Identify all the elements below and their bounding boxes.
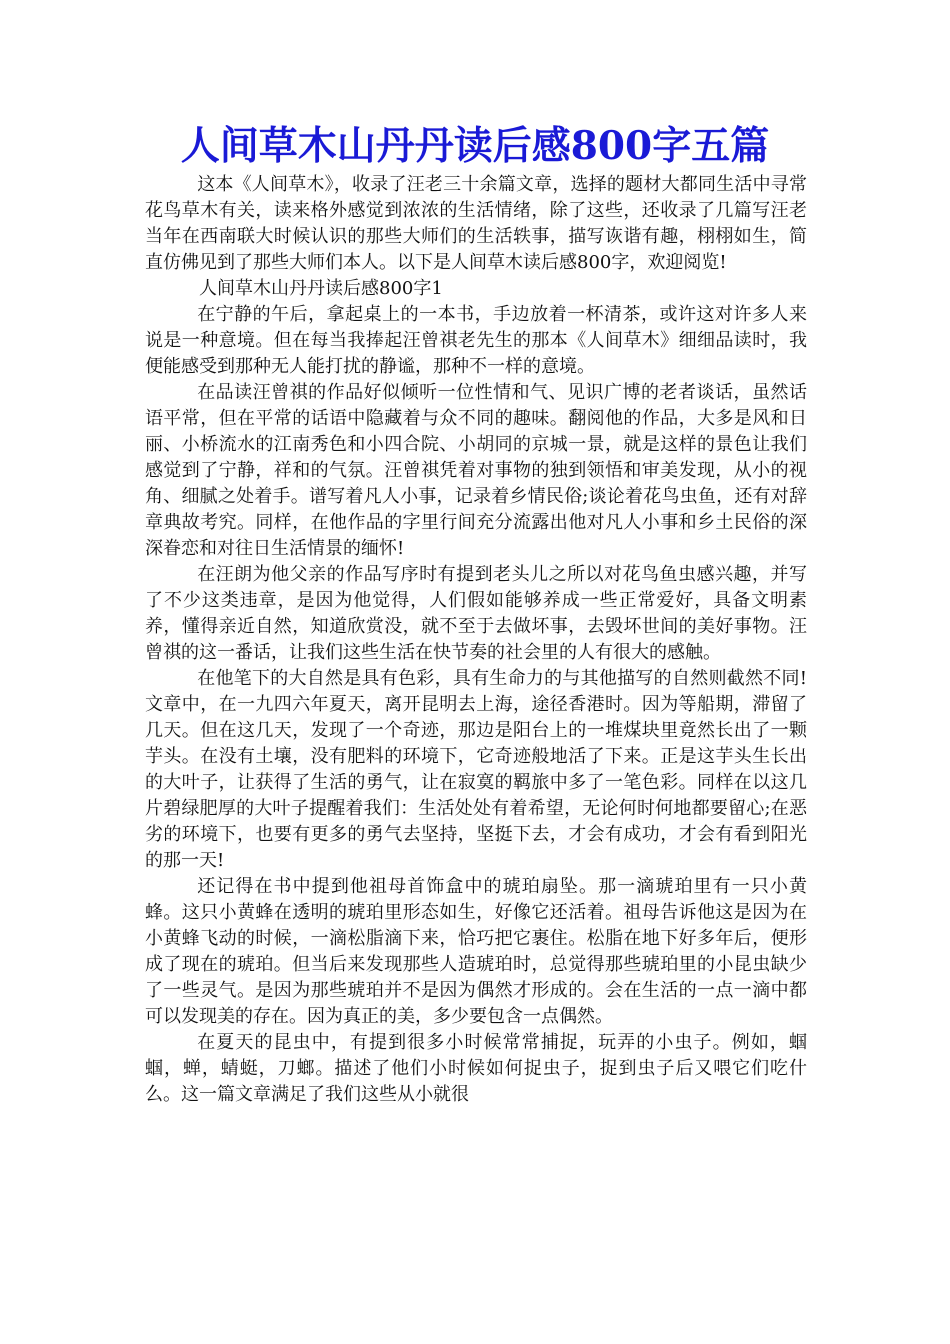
body-paragraph: 在品读汪曾祺的作品好似倾听一位性情和气、见识广博的老者谈话，虽然话语平常，但在平常的话语中隐藏着与众不同的趣味。翻阅他的作品，大多是风和日丽、小桥流水的江南秀色和小四合院、小胡同的京城一景，就是这样的景色让我们感觉到了宁静，祥和的气氛。汪曾祺凭着对事物的独到领悟和审美发现，从小的视角、细腻之处着手。谱写着凡人小事，记录着乡情民俗;谈论着花鸟虫鱼，还有对辞章典故考究。同样，在他作品的字里行间充分流露出他对凡人小事和乡土民俗的深深眷恋和对往日生活情景的缅怀! (145, 382, 807, 559)
document-body (145, 172, 807, 1108)
section-heading: 人间草木山丹丹读后感800字1 (199, 278, 443, 299)
body-paragraph: 在宁静的午后，拿起桌上的一本书，手边放着一杯清茶，或许这对许多人来说是一种意境。但在每当我捧起汪曾祺老先生的那本《人间草木》细细品读时，我便能感受到那种无人能打扰的静谧，那种不一样的意境。 (145, 304, 807, 377)
body-paragraph: 在夏天的昆虫中，有提到很多小时候常常捕捉，玩弄的小虫子。例如，蝈蝈，蝉，蜻蜓，刀螂。描述了他们小时候如何捉虫子，捉到虫子后又喂它们吃什么。这一篇文章满足了我们这些从小就很 (145, 1032, 807, 1105)
body-paragraph: 还记得在书中提到他祖母首饰盒中的琥珀扇坠。那一滴琥珀里有一只小黄蜂。这只小黄蜂在透明的琥珀里形态如生，好像它还活着。祖母告诉他这是因为在小黄蜂飞动的时候，一滴松脂滴下来，恰巧把它裹住。松脂在地下好多年后，便形成了现在的琥珀。但当后来发现那些人造琥珀时，总觉得那些琥珀里的小昆虫缺少了一些灵气。是因为那些琥珀并不是因为偶然才形成的。会在生活的一点一滴中都可以发现美的存在。因为真正的美，多少要包含一点偶然。 (145, 876, 807, 1027)
body-paragraph: 在他笔下的大自然是具有色彩，具有生命力的与其他描写的自然则截然不同!文章中，在一九四六年夏天，离开昆明去上海，途径香港时。因为等船期，滞留了几天。但在这几天，发现了一个奇迹，那边是阳台上的一堆煤块里竟然长出了一颗芋头。在没有土壤，没有肥料的环境下，它奇迹般地活了下来。正是这芋头生长出的大叶子，让获得了生活的勇气，让在寂寞的羁旅中多了一笔色彩。同样在以这几片碧绿肥厚的大叶子提醒着我们：生活处处有着希望，无论何时何地都要留心;在恶劣的环境下，也要有更多的勇气去坚持，坚挺下去，才会有成功，才会有看到阳光的那一天! (145, 668, 807, 871)
intro-paragraph: 这本《人间草木》，收录了汪老三十余篇文章，选择的题材大都同生活中寻常花鸟草木有关，读来格外感觉到浓浓的生活情绪，除了这些，还收录了几篇写汪老当年在西南联大时候认识的那些大师们的生活轶事，描写诙谐有趣，栩栩如生，简直仿佛见到了那些大师们本人。以下是人间草木读后感800字，欢迎阅览! (145, 174, 807, 273)
document-title: 人间草木山丹丹读后感800字五篇 (180, 123, 770, 169)
body-paragraph: 在汪朗为他父亲的作品写序时有提到老头儿之所以对花鸟鱼虫感兴趣，并写了不少这类违章，是因为他觉得，人们假如能够养成一些正常爱好，具备文明素养，懂得亲近自然，知道欣赏没，就不至于去做坏事，去毁坏世间的美好事物。汪曾祺的这一番话，让我们这些生活在快节奏的社会里的人有很大的感触。 (145, 564, 807, 663)
